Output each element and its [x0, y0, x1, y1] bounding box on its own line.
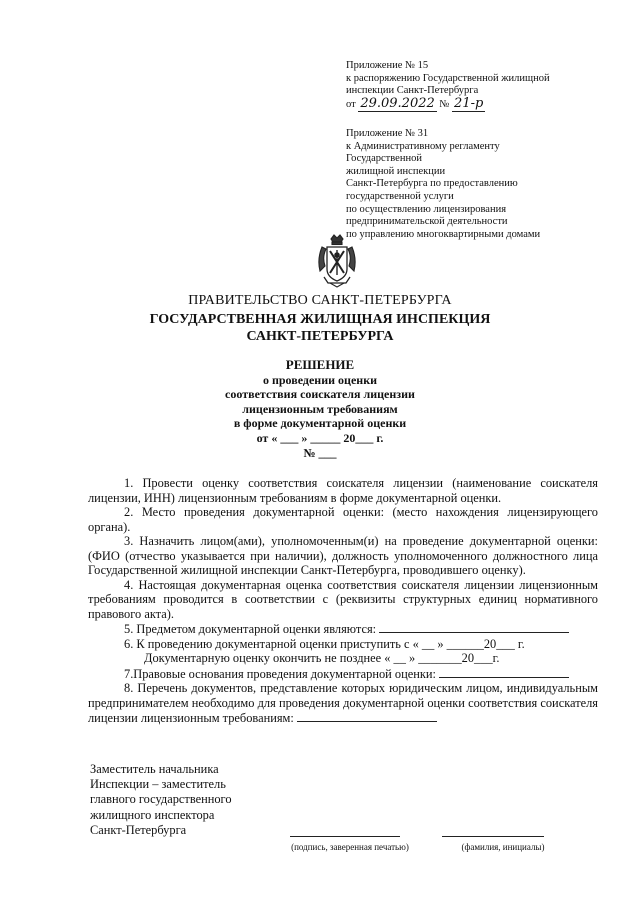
signature-caption: (подпись, заверенная печатью) — [291, 842, 409, 852]
paragraph-5 — [88, 621, 598, 637]
appendix-15-authority: инспекции Санкт-Петербурга — [346, 85, 479, 97]
signer-line: Заместитель начальника — [90, 762, 219, 776]
inspection-title: ГОСУДАРСТВЕННАЯ ЖИЛИЩНАЯ ИНСПЕКЦИЯ — [149, 312, 491, 327]
decision-body — [88, 476, 598, 726]
fill-line — [297, 710, 437, 722]
name-line — [442, 836, 544, 837]
signer-position — [90, 762, 232, 838]
signature-line — [290, 836, 400, 837]
decision-block — [0, 358, 640, 460]
appendix-31-line: государственной услуги — [346, 190, 454, 202]
signer-line: жилищного инспектора — [90, 807, 215, 822]
fill-line — [439, 666, 569, 678]
name-caption: (фамилия, инициалы) — [461, 842, 545, 852]
appendix-31-line: по осуществлению лицензирования — [346, 203, 507, 215]
decision-title: РЕШЕНИЕ — [285, 357, 355, 372]
appendix-31-line: Государственной — [346, 153, 422, 165]
decision-line: о проведении оценки — [262, 372, 378, 387]
handwritten-number: 21-р — [454, 95, 484, 111]
appendix-15-title: Приложение № 15 — [346, 60, 429, 71]
government-title: ПРАВИТЕЛЬСТВО САНКТ-ПЕТЕРБУРГА — [188, 293, 452, 308]
paragraph-1: 1. Провести оценку соответствия соискателя лицензии (наименование соискателя лицензии, ИНН) лицензионным требованиям в форме документарной оценки. — [88, 476, 598, 505]
appendix-31-header — [346, 128, 540, 241]
paragraph-5-text: 5. Предметом документарной оценки являются: — [124, 622, 377, 636]
appendix-15-header — [346, 60, 550, 111]
decision-line: соответствия соискателя лицензии — [225, 387, 415, 402]
decision-line: в форме документарной оценки — [233, 416, 407, 431]
signer-line: Инспекции – заместитель — [90, 777, 226, 792]
signer-line: главного государственного — [90, 792, 232, 807]
paragraph-7-text: 7.Правовые основания проведения документарной оценки: — [124, 666, 436, 681]
appendix-31-line: Санкт-Петербурга по предоставлению — [346, 178, 518, 190]
paragraph-7 — [88, 666, 598, 682]
paragraph-6a: 6. К проведению документарной оценки приступить с « __ » ______20___ г. — [124, 636, 525, 651]
appendix-31-line: жилищной инспекции — [346, 165, 446, 177]
number-prefix: № — [439, 98, 450, 110]
paragraph-8-text: 8. Перечень документов, представление которых юридическим лицом, индивидуальным предпринимателем необходимо для проведения документарной оценки соответствия соискателя лицензии лицензионным требованиям: — [88, 681, 598, 725]
handwritten-date: 29.09.2022 — [360, 95, 435, 111]
decision-number-line: № ___ — [303, 445, 337, 460]
paragraph-2: 2. Место проведения документарной оценки: (место нахождения лицензирующего органа). — [88, 505, 598, 534]
appendix-31-line: по управлению многоквартирными домами — [346, 228, 541, 240]
appendix-15-date-line — [346, 95, 550, 112]
appendix-31-line: Приложение № 31 — [346, 128, 429, 139]
date-prefix: от — [346, 98, 356, 110]
paragraph-8 — [88, 681, 598, 726]
decision-line: лицензионным требованиям — [242, 401, 398, 416]
spb-coat-of-arms-icon — [314, 233, 360, 289]
city-title: САНКТ-ПЕТЕРБУРГА — [246, 329, 394, 344]
paragraph-4: 4. Настоящая документарная оценка соответствия соискателя лицензии лицензионным требованиям проводится в соответствии с (реквизиты структурных единиц нормативного правового акта). — [88, 577, 598, 621]
decision-date-line: от « ___ » _____ 20___ г. — [256, 430, 384, 445]
appendix-31-line: к Административному регламенту — [346, 140, 500, 152]
appendix-15-order: к распоряжению Государственной жилищной — [346, 72, 550, 84]
paragraph-6b: Документарную оценку окончить не позднее « __ » _______20___г. — [144, 651, 500, 665]
signer-line: Санкт-Петербурга — [90, 822, 187, 837]
appendix-31-line: предпринимательской деятельности — [346, 216, 508, 228]
paragraph-3: 3. Назначить лицом(ами), уполномоченным(и) на проведение документарной оценки: (ФИО (отчество указывается при наличии), должность уполномоченного должностного лица Государственной жилищной инспекции Санкт-Петербурга, проводившего оценку). — [88, 534, 598, 577]
fill-line — [379, 621, 569, 633]
